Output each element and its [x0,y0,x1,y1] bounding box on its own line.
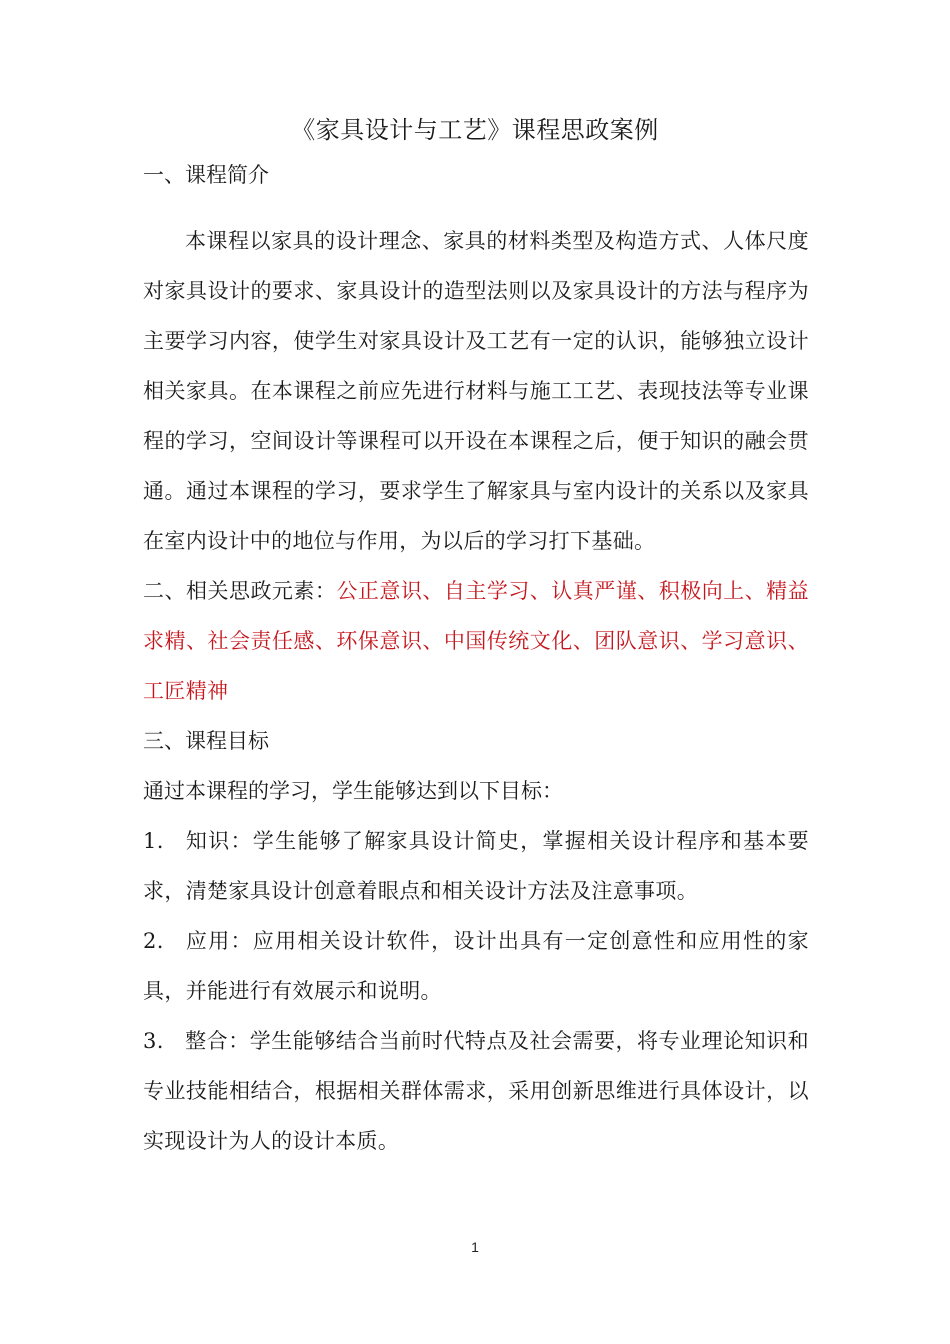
document-title: 《家具设计与工艺》课程思政案例 [291,116,659,144]
section-1-body-text: 本课程以家具的设计理念、家具的材料类型及构造方式、人体尺度对家具设计的要求、家具设计的造型法则以及家具设计的方法与程序为主要学习内容，使学生对家具设计及工艺有一定的认识，能够独立设计相关家具。在本课程之前应先进行材料与施工工艺、表现技法等专业课程的学习，空间设计等课程可以开设在本课程之后，便于知识的融会贯通。通过本课程的学习，要求学生了解家具与室内设计的关系以及家具在室内设计中的地位与作用，为以后的学习打下基础。 [143,229,809,553]
goal-text: 应用：应用相关设计软件，设计出具有一定创意性和应用性的家具，并能进行有效展示和说明。 [143,929,809,1003]
section-1-paragraph [143,216,809,566]
goal-number: 3. [143,1029,164,1053]
section-1-heading: 一、课程简介 [143,163,269,187]
section-2-block [143,566,809,716]
goal-item [143,1016,809,1166]
goal-text: 知识：学生能够了解家具设计简史，掌握相关设计程序和基本要求，清楚家具设计创意着眼点和相关设计方法及注意事项。 [143,829,809,903]
section-3-heading: 三、课程目标 [143,729,269,753]
section-2-heading: 二、相关思政元素： [143,579,337,603]
goal-number: 1. [143,829,164,853]
goal-item [143,916,809,1016]
section-3-intro: 通过本课程的学习，学生能够达到以下目标： [143,779,563,803]
goal-number: 2. [143,929,164,953]
goal-text: 整合：学生能够结合当前时代特点及社会需要，将专业理论知识和专业技能相结合，根据相关群体需求，采用创新思维进行具体设计，以实现设计为人的设计本质。 [143,1029,809,1153]
page-number: 1 [471,1239,479,1255]
ideological-elements-list: 公正意识、自主学习、认真严谨、积极向上、精益求精、社会责任感、环保意识、中国传统文化、团队意识、学习意识、工匠精神 [143,579,810,703]
goal-item [143,816,809,916]
document-content [143,150,809,1166]
